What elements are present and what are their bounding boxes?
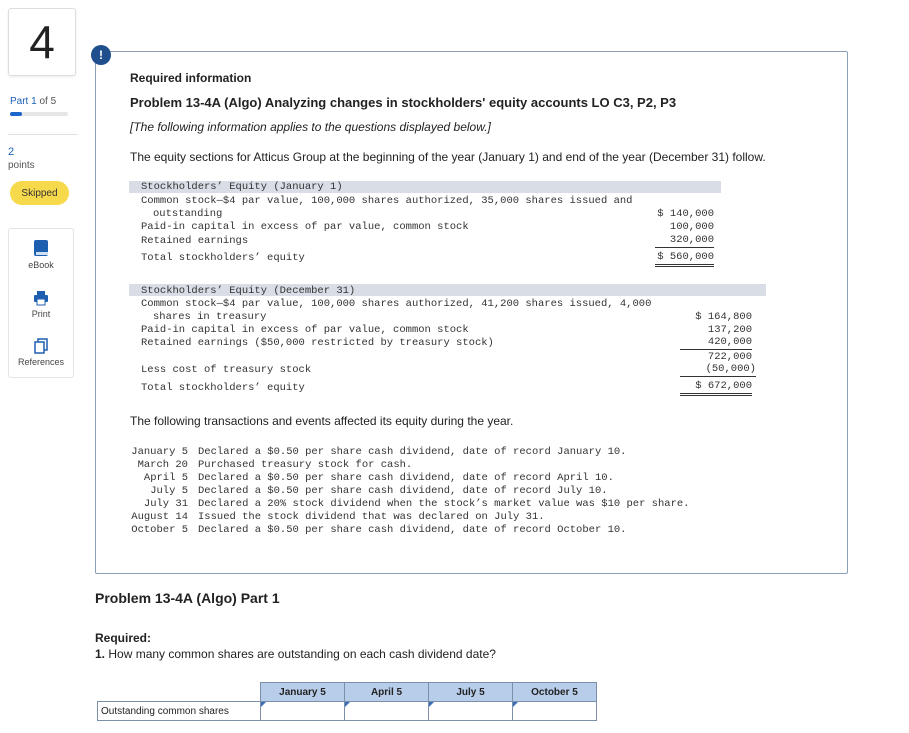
print-button[interactable] xyxy=(9,290,73,319)
dec-common-amount: $ 164,800 xyxy=(695,311,752,323)
input-marker-icon xyxy=(261,702,266,707)
col-header-apr5: April 5 xyxy=(345,683,429,702)
jan-paid-in: Paid-in capital in excess of par value, common stock xyxy=(141,221,469,233)
dec-header: Stockholders’ Equity (December 31) xyxy=(141,285,356,297)
answer-table xyxy=(97,682,597,721)
dec-common-line1: Common stock—$4 par value, 100,000 shares authorized, 41,200 shares issued, 4,000 xyxy=(141,298,652,310)
dec-retained-amount: 420,000 xyxy=(680,336,752,350)
part-indicator xyxy=(10,96,56,107)
event-date: July 5 xyxy=(150,485,188,497)
part-word: Part xyxy=(10,96,29,107)
dec-total: Total stockholders’ equity xyxy=(141,382,305,394)
alert-icon: ! xyxy=(91,45,111,65)
info-note: [The following information applies to the questions displayed below.] xyxy=(130,120,491,134)
jan-retained-amount: 320,000 xyxy=(655,234,714,248)
ebook-button[interactable] xyxy=(9,239,73,270)
tools-panel xyxy=(8,228,74,378)
answer-input-jan5[interactable] xyxy=(261,702,345,721)
points-value: 2 xyxy=(8,146,15,158)
answer-input-apr5[interactable] xyxy=(345,702,429,721)
dec-treasury-amount: (50,000) xyxy=(680,363,756,377)
jan-total-amount: $ 560,000 xyxy=(655,251,714,267)
question-text: How many common shares are outstanding on each cash dividend date? xyxy=(108,647,496,661)
dec-treasury: Less cost of treasury stock xyxy=(141,364,312,376)
question-number-label: 1. xyxy=(95,647,106,661)
sidebar-divider xyxy=(8,134,78,135)
jan-paid-in-amount: 100,000 xyxy=(669,221,714,233)
ebook-label: eBook xyxy=(28,260,54,270)
part-progress-bar xyxy=(10,112,68,116)
table-corner xyxy=(98,683,261,702)
problem-title: Problem 13-4A (Algo) Analyzing changes in stockholders' equity accounts LO C3, P2, P3 xyxy=(130,95,677,110)
part-progress-fill xyxy=(10,112,22,116)
event-date: April 5 xyxy=(143,472,188,484)
dec-retained: Retained earnings ($50,000 restricted by treasury stock) xyxy=(141,337,494,349)
required-label: Required: xyxy=(95,631,152,645)
event-date: October 5 xyxy=(131,524,188,536)
input-marker-icon xyxy=(429,702,434,707)
part-of: of 5 xyxy=(39,96,57,107)
event-desc: Purchased treasury stock for cash. xyxy=(198,459,413,471)
event-desc: Issued the stock dividend that was declared on July 31. xyxy=(198,511,545,523)
jan-total: Total stockholders’ equity xyxy=(141,252,305,264)
question xyxy=(95,647,496,661)
dec-total-amount: $ 672,000 xyxy=(680,380,752,396)
jan-header: Stockholders’ Equity (January 1) xyxy=(141,181,343,193)
event-date: January 5 xyxy=(131,446,188,458)
print-icon xyxy=(33,290,49,306)
jan-common-line2: outstanding xyxy=(153,208,223,220)
event-desc: Declared a $0.50 per share cash dividend, date of record January 10. xyxy=(198,446,627,458)
event-desc: Declared a $0.50 per share cash dividend, date of record July 10. xyxy=(198,485,608,497)
event-desc: Declared a $0.50 per share cash dividend, date of record October 10. xyxy=(198,524,627,536)
event-date: August 14 xyxy=(131,511,188,523)
references-label: References xyxy=(17,357,65,367)
input-marker-icon xyxy=(513,702,518,707)
required-info-heading: Required information xyxy=(130,71,252,85)
jan-retained: Retained earnings xyxy=(141,235,249,247)
ebook-icon xyxy=(33,239,49,257)
answer-input-oct5[interactable] xyxy=(513,702,597,721)
references-icon xyxy=(34,338,48,354)
part-title: Problem 13-4A (Algo) Part 1 xyxy=(95,590,280,606)
intro-text: The equity sections for Atticus Group at the beginning of the year (January 1) and end of the year (December 31) follow. xyxy=(130,150,766,164)
jan-common-line1: Common stock—$4 par value, 100,000 shares authorized, 35,000 shares issued and xyxy=(141,195,633,207)
event-date: March 20 xyxy=(137,459,188,471)
references-button[interactable] xyxy=(9,338,73,367)
answer-input-jul5[interactable] xyxy=(429,702,513,721)
table-row xyxy=(98,702,597,721)
event-desc: Declared a 20% stock dividend when the stock’s market value was $10 per share. xyxy=(198,498,690,510)
row-label: Outstanding common shares xyxy=(98,702,261,721)
print-label: Print xyxy=(31,309,51,319)
dec-subtotal-amount: 722,000 xyxy=(707,351,752,363)
col-header-jul5: July 5 xyxy=(429,683,513,702)
points-label: points xyxy=(8,160,35,171)
event-date: July 31 xyxy=(143,498,188,510)
dec-paid-in-amount: 137,200 xyxy=(707,324,752,336)
dec-common-line2: shares in treasury xyxy=(153,311,267,323)
input-marker-icon xyxy=(345,702,350,707)
jan-common-amount: $ 140,000 xyxy=(657,208,714,220)
transactions-intro: The following transactions and events affected its equity during the year. xyxy=(130,414,514,428)
col-header-jan5: January 5 xyxy=(261,683,345,702)
part-current: 1 xyxy=(31,96,37,107)
question-number: 4 xyxy=(8,8,76,76)
status-badge: Skipped xyxy=(10,181,69,205)
event-desc: Declared a $0.50 per share cash dividend, date of record April 10. xyxy=(198,472,614,484)
dec-paid-in: Paid-in capital in excess of par value, common stock xyxy=(141,324,469,336)
col-header-oct5: October 5 xyxy=(513,683,597,702)
